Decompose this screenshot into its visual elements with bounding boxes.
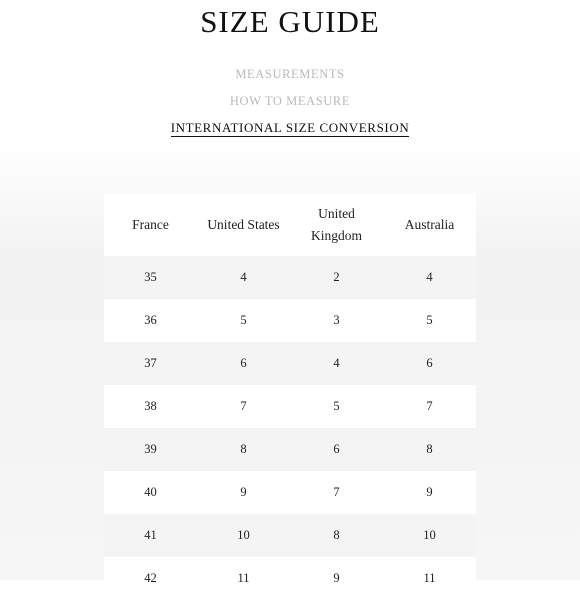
table-cell: 4	[383, 256, 476, 299]
table-cell: 2	[290, 256, 383, 299]
table-cell: 41	[104, 514, 197, 557]
column-header-united-kingdom: United Kingdom	[310, 205, 362, 243]
table-cell: 10	[383, 514, 476, 557]
table-cell: 7	[383, 385, 476, 428]
table-row	[104, 385, 476, 428]
table-cell: 4	[197, 256, 290, 299]
table-header-row	[104, 193, 476, 256]
size-conversion-table	[104, 193, 476, 600]
table-row	[104, 514, 476, 557]
table-cell: 7	[197, 385, 290, 428]
table-row	[104, 428, 476, 471]
table-row	[104, 342, 476, 385]
size-guide-nav	[0, 64, 580, 145]
table-cell: 9	[197, 471, 290, 514]
nav-link-measurements-label: MEASUREMENTS	[235, 67, 345, 81]
table-cell: 4	[290, 342, 383, 385]
table-cell: 39	[104, 428, 197, 471]
table-cell: 11	[383, 557, 476, 600]
column-header-australia: Australia	[404, 216, 455, 232]
table-row	[104, 471, 476, 514]
column-header-france: France	[132, 216, 169, 232]
table-cell: 37	[104, 342, 197, 385]
table-cell: 9	[290, 557, 383, 600]
table-cell: 42	[104, 557, 197, 600]
table-cell: 10	[197, 514, 290, 557]
table-cell: 3	[290, 299, 383, 342]
table-cell: 6	[290, 428, 383, 471]
table-cell: 40	[104, 471, 197, 514]
table-cell: 7	[290, 471, 383, 514]
table-row	[104, 256, 476, 299]
table-cell: 35	[104, 256, 197, 299]
table-cell: 11	[197, 557, 290, 600]
nav-link-international-size-conversion[interactable]	[0, 118, 580, 138]
table-cell: 5	[383, 299, 476, 342]
table-cell: 5	[197, 299, 290, 342]
nav-link-how-to-measure-label: HOW TO MEASURE	[229, 94, 351, 108]
table-cell: 9	[383, 471, 476, 514]
table-cell: 6	[197, 342, 290, 385]
table-cell: 6	[383, 342, 476, 385]
size-conversion-table-card	[104, 193, 476, 593]
table-cell: 38	[104, 385, 197, 428]
table-cell: 36	[104, 299, 197, 342]
table-row	[104, 557, 476, 600]
table-cell: 8	[290, 514, 383, 557]
table-cell: 8	[197, 428, 290, 471]
page-title: SIZE GUIDE	[200, 4, 380, 39]
table-cell: 8	[383, 428, 476, 471]
table-cell: 5	[290, 385, 383, 428]
column-header-united-states: United States	[207, 216, 280, 232]
table-row	[104, 299, 476, 342]
nav-link-how-to-measure[interactable]	[0, 91, 580, 111]
nav-link-international-size-conversion-label: INTERNATIONAL SIZE CONVERSION	[170, 120, 410, 135]
nav-link-measurements[interactable]	[0, 64, 580, 84]
